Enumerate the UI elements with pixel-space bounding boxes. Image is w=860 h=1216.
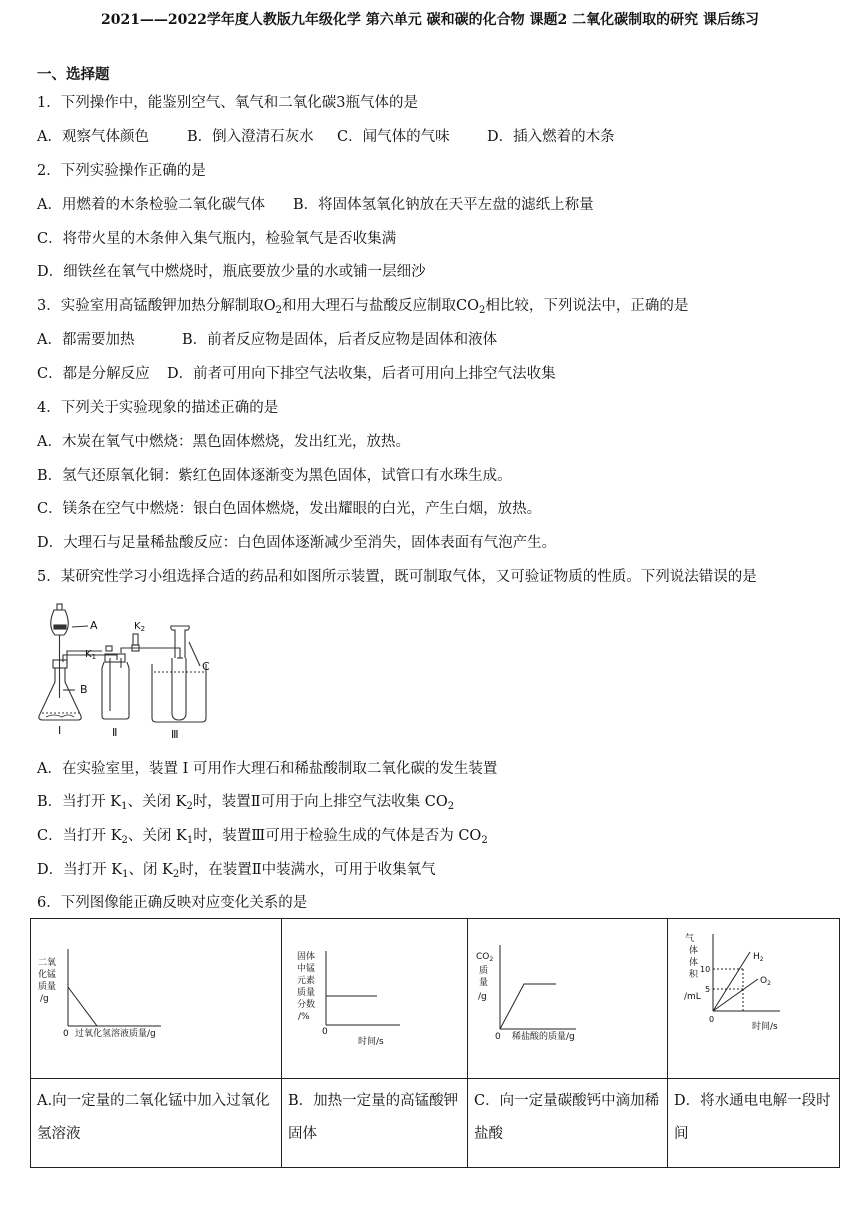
svg-text:K1: $K_1$ bbox=[85, 649, 97, 661]
svg-text:体: 体 bbox=[689, 958, 699, 968]
svg-text:中锰: 中锰 bbox=[297, 964, 316, 974]
svg-text:过氧化氢溶液质量/g: 过氧化氢溶液质量/g bbox=[75, 1029, 156, 1039]
svg-text:积: 积 bbox=[689, 970, 699, 980]
svg-text:时间/s: 时间/s bbox=[752, 1022, 778, 1032]
svg-text:气: 气 bbox=[685, 934, 695, 944]
svg-text:C: C bbox=[202, 660, 210, 673]
question-2-stem: 2．下列实验操作正确的是 bbox=[37, 163, 206, 179]
svg-text:固体: 固体 bbox=[297, 952, 316, 962]
graph-c-cell bbox=[468, 919, 668, 1079]
svg-text:0: 0 bbox=[495, 1032, 501, 1042]
q4-option-d[interactable]: D．大理石与足量稀盐酸反应：白色固体逐渐减少至消失，固体表面有气泡产生。 bbox=[37, 535, 557, 551]
svg-text:/%: /% bbox=[298, 1012, 310, 1022]
question-1-stem: 1．下列操作中，能鉴别空气、氧气和二氧化碳3瓶气体的是 bbox=[37, 95, 418, 111]
q4-option-b[interactable]: B．氢气还原氧化铜：紫红色固体逐渐变为黑色固体，试管口有水珠生成。 bbox=[37, 468, 512, 484]
svg-text:5: 5 bbox=[705, 985, 711, 994]
question-3-stem: 3．实验室用高锰酸钾加热分解制取$O_2$和用大理石与盐酸反应制取$CO_2$相比较，下列说法中，正确的是 bbox=[37, 298, 689, 316]
graph-d-cell bbox=[668, 919, 840, 1079]
q6-option-c[interactable]: C．向一定量碳酸钙中滴加稀盐酸 bbox=[468, 1079, 668, 1168]
svg-text:K2: $K_2$ bbox=[134, 621, 146, 633]
svg-text:/mL: /mL bbox=[684, 992, 701, 1002]
svg-text:时间/s: 时间/s bbox=[358, 1037, 384, 1047]
graph-b-cell bbox=[282, 919, 468, 1079]
q6-option-d[interactable]: D．将水通电电解一段时间 bbox=[668, 1079, 840, 1168]
q1-option-d[interactable]: D．插入燃着的木条 bbox=[487, 129, 615, 145]
question-4-stem: 4．下列关于实验现象的描述正确的是 bbox=[37, 400, 279, 416]
q3-options-row2 bbox=[37, 364, 556, 384]
q1-option-a[interactable]: A．观察气体颜色 bbox=[37, 129, 149, 145]
q3-option-a[interactable]: A．都需要加热 bbox=[37, 332, 135, 348]
page-title: 2021——2022学年度人教版九年级化学 第六单元 碳和碳的化合物 课题2 二氧化碳制取的研究 课后练习 bbox=[100, 12, 760, 28]
svg-text:体: 体 bbox=[689, 946, 699, 956]
q1-option-b[interactable]: B．倒入澄清石灰水 bbox=[187, 129, 314, 145]
section-heading: 一、选择题 bbox=[37, 66, 110, 83]
q5-option-b[interactable]: B．当打开 $K_1$、关闭 $K_2$时，装置Ⅱ可用于向上排空气法收集 $CO_2$ bbox=[37, 794, 455, 812]
svg-text:H2: $H_2$ bbox=[753, 952, 764, 963]
q1-option-c[interactable]: C．闻气体的气味 bbox=[337, 129, 450, 145]
q3-option-c[interactable]: C．都是分解反应 bbox=[37, 366, 150, 382]
svg-text:Ⅲ: Ⅲ bbox=[171, 728, 179, 741]
svg-text:B: B bbox=[80, 683, 88, 696]
graph-a-cell bbox=[31, 919, 282, 1079]
graph-c bbox=[468, 919, 667, 1074]
q6-graph-table bbox=[30, 918, 840, 1168]
svg-text:0: 0 bbox=[322, 1027, 328, 1037]
q2-options-row1 bbox=[37, 195, 594, 215]
svg-text:CO2: $CO_2$ bbox=[476, 952, 494, 963]
svg-text:质: 质 bbox=[479, 966, 489, 976]
svg-text:分数: 分数 bbox=[297, 1000, 316, 1010]
q3-option-d[interactable]: D．前者可用向下排空气法收集，后者可用向上排空气法收集 bbox=[167, 366, 556, 382]
q6-option-b[interactable]: B．加热一定量的高锰酸钾固体 bbox=[282, 1079, 468, 1168]
svg-text:化锰: 化锰 bbox=[38, 970, 57, 980]
q3-option-b[interactable]: B．前者反应物是固体，后者反应物是固体和液体 bbox=[182, 332, 498, 348]
svg-text:稀盐酸的质量/g: 稀盐酸的质量/g bbox=[512, 1032, 575, 1042]
svg-text:/g: /g bbox=[478, 992, 487, 1002]
q5-option-d[interactable]: D．当打开 $K_1$、闭 $K_2$时，在装置Ⅱ中装满水，可用于收集氧气 bbox=[37, 862, 436, 880]
svg-text:0: 0 bbox=[709, 1015, 715, 1024]
svg-text:质量: 质量 bbox=[38, 982, 57, 992]
q3-options-row1 bbox=[37, 330, 497, 350]
question-6-stem: 6．下列图像能正确反映对应变化关系的是 bbox=[37, 895, 308, 911]
q4-option-a[interactable]: A．木炭在氧气中燃烧：黑色固体燃烧，发出红光，放热。 bbox=[37, 434, 410, 450]
svg-text:元素: 元素 bbox=[297, 976, 316, 986]
apparatus-figure bbox=[34, 598, 224, 743]
svg-text:量: 量 bbox=[479, 978, 489, 988]
q5-option-a[interactable]: A．在实验室里，装置 I 可用作大理石和稀盐酸制取二氧化碳的发生装置 bbox=[37, 761, 498, 777]
svg-text:/g: /g bbox=[40, 994, 49, 1004]
question-5-stem: 5．某研究性学习小组选择合适的药品和如图所示装置，既可制取气体，又可验证物质的性质。下列说法错误的是 bbox=[37, 569, 757, 585]
q2-option-d[interactable]: D．细铁丝在氧气中燃烧时，瓶底要放少量的水或铺一层细沙 bbox=[37, 264, 426, 280]
svg-text:Ⅱ: Ⅱ bbox=[112, 726, 118, 739]
q5-option-c[interactable]: C．当打开 $K_2$、关闭 $K_1$时，装置Ⅲ可用于检验生成的气体是否为 $CO_2$ bbox=[37, 828, 488, 846]
svg-text:10: 10 bbox=[700, 965, 711, 974]
graph-b bbox=[282, 919, 467, 1074]
question-1-options bbox=[37, 127, 615, 147]
q2-option-c[interactable]: C．将带火星的木条伸入集气瓶内，检验氧气是否收集满 bbox=[37, 231, 397, 247]
svg-text:A: A bbox=[90, 619, 98, 632]
svg-text:0: 0 bbox=[63, 1029, 69, 1039]
svg-text:质量: 质量 bbox=[297, 988, 316, 998]
svg-text:O2: $O_2$ bbox=[760, 976, 771, 987]
svg-text:二氧: 二氧 bbox=[38, 958, 57, 968]
graph-a bbox=[31, 919, 281, 1074]
q2-option-a[interactable]: A．用燃着的木条检验二氧化碳气体 bbox=[37, 197, 265, 213]
graph-d bbox=[668, 919, 839, 1074]
q2-option-b[interactable]: B．将固体氢氧化钠放在天平左盘的滤纸上称量 bbox=[293, 197, 594, 213]
svg-text:I: I bbox=[58, 724, 62, 737]
q4-option-c[interactable]: C．镁条在空气中燃烧：银白色固体燃烧，发出耀眼的白光，产生白烟，放热。 bbox=[37, 501, 542, 517]
q6-option-a[interactable]: A.向一定量的二氧化锰中加入过氧化氢溶液 bbox=[31, 1079, 282, 1168]
